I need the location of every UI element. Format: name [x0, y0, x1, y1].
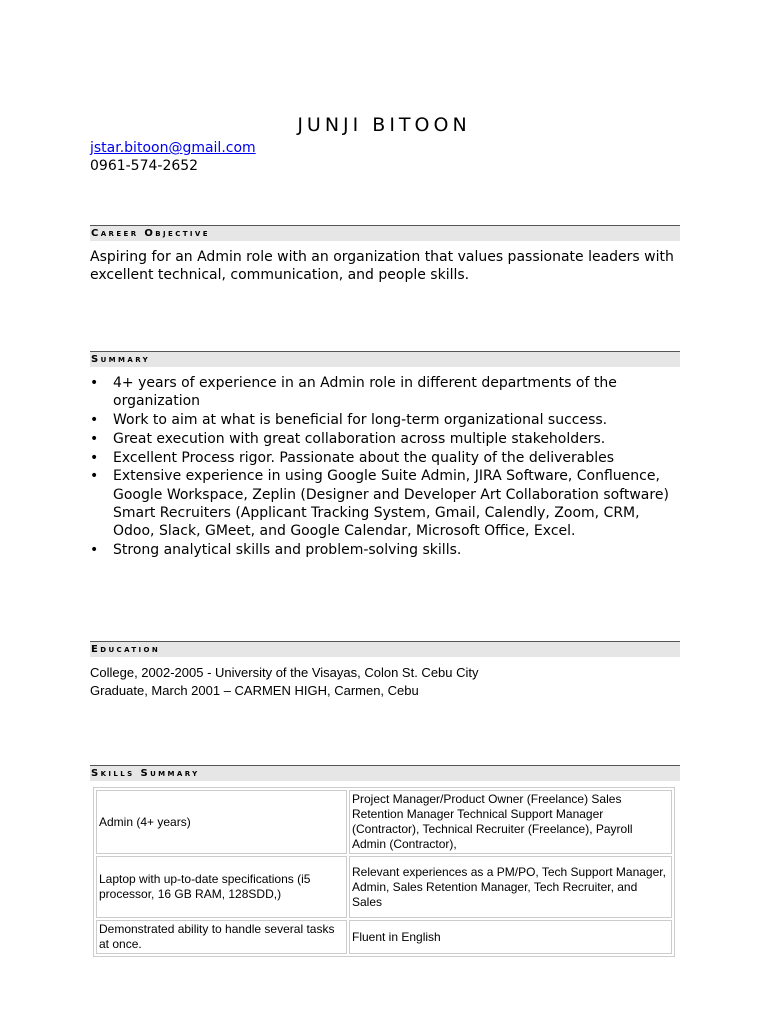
skill-cell: Admin (4+ years) — [96, 790, 347, 854]
summary-item-text: 4+ years of experience in an Admin role in different departments of the organization — [113, 375, 617, 410]
education-line: Graduate, March 2001 – CARMEN HIGH, Carmen, Cebu — [90, 683, 419, 698]
experience-cell: Fluent in English — [349, 920, 672, 954]
table-row — [96, 920, 672, 954]
summary-item — [90, 467, 680, 540]
skills-summary-heading: Skills Summary — [90, 765, 680, 781]
education-heading: Education — [90, 641, 680, 657]
table-row — [96, 790, 672, 854]
summary-item — [90, 374, 680, 410]
summary-item — [90, 449, 680, 467]
summary-item — [90, 541, 680, 559]
skill-cell: Laptop with up-to-date specifications (i5 processor, 16 GB RAM, 128SDD,) — [96, 856, 347, 918]
summary-item-text: Excellent Process rigor. Passionate about the quality of the deliverables — [113, 449, 615, 466]
bullet-icon: • — [90, 468, 99, 485]
phone-number: 0961-574-2652 — [90, 158, 199, 174]
email-link[interactable]: jstar.bitoon@gmail.com — [90, 140, 256, 156]
bullet-icon: • — [90, 449, 99, 466]
summary-item-text: Extensive experience in using Google Suite Admin, JIRA Software, Confluence, Google Workspace, Zeplin (Designer and Developer Art Collaboration software) Smart Recruiters (Applicant Tracking System, Gmail, Calendly, Zoom, CRM, Odoo, Slack, GMeet, and Google Calendar, Microsoft Office, Excel. — [113, 468, 669, 539]
bullet-icon: • — [90, 412, 99, 428]
bullet-icon: • — [90, 375, 99, 391]
experience-cell: Relevant experiences as a PM/PO, Tech Support Manager, Admin, Sales Retention Manager, Tech Recruiter, and Sales — [349, 856, 672, 918]
summary-item — [90, 430, 680, 448]
candidate-name: JUNJI BITOON — [297, 114, 471, 136]
summary-item-text: Great execution with great collaboration across multiple stakeholders. — [113, 430, 606, 447]
summary-item — [90, 411, 680, 429]
skills-table — [93, 787, 675, 957]
summary-list — [90, 374, 680, 560]
table-row — [96, 856, 672, 918]
bullet-icon: • — [90, 430, 99, 447]
experience-cell: Project Manager/Product Owner (Freelance) Sales Retention Manager Technical Support Manager (Contractor), Technical Recruiter (Freelance), Payroll Admin (Contractor), — [349, 790, 672, 854]
career-objective-heading: Career Objective — [90, 225, 680, 241]
summary-heading: Summary — [90, 351, 680, 367]
education-line: College, 2002-2005 - University of the Visayas, Colon St. Cebu City — [90, 665, 479, 680]
career-objective-text: Aspiring for an Admin role with an organization that values passionate leaders with excellent technical, communication, and people skills. — [90, 249, 674, 283]
skill-cell: Demonstrated ability to handle several tasks at once. — [96, 920, 347, 954]
bullet-icon: • — [90, 541, 99, 558]
summary-item-text: Work to aim at what is beneficial for long-term organizational success. — [113, 412, 608, 428]
summary-item-text: Strong analytical skills and problem-solving skills. — [113, 541, 462, 558]
contact-block — [90, 139, 256, 175]
